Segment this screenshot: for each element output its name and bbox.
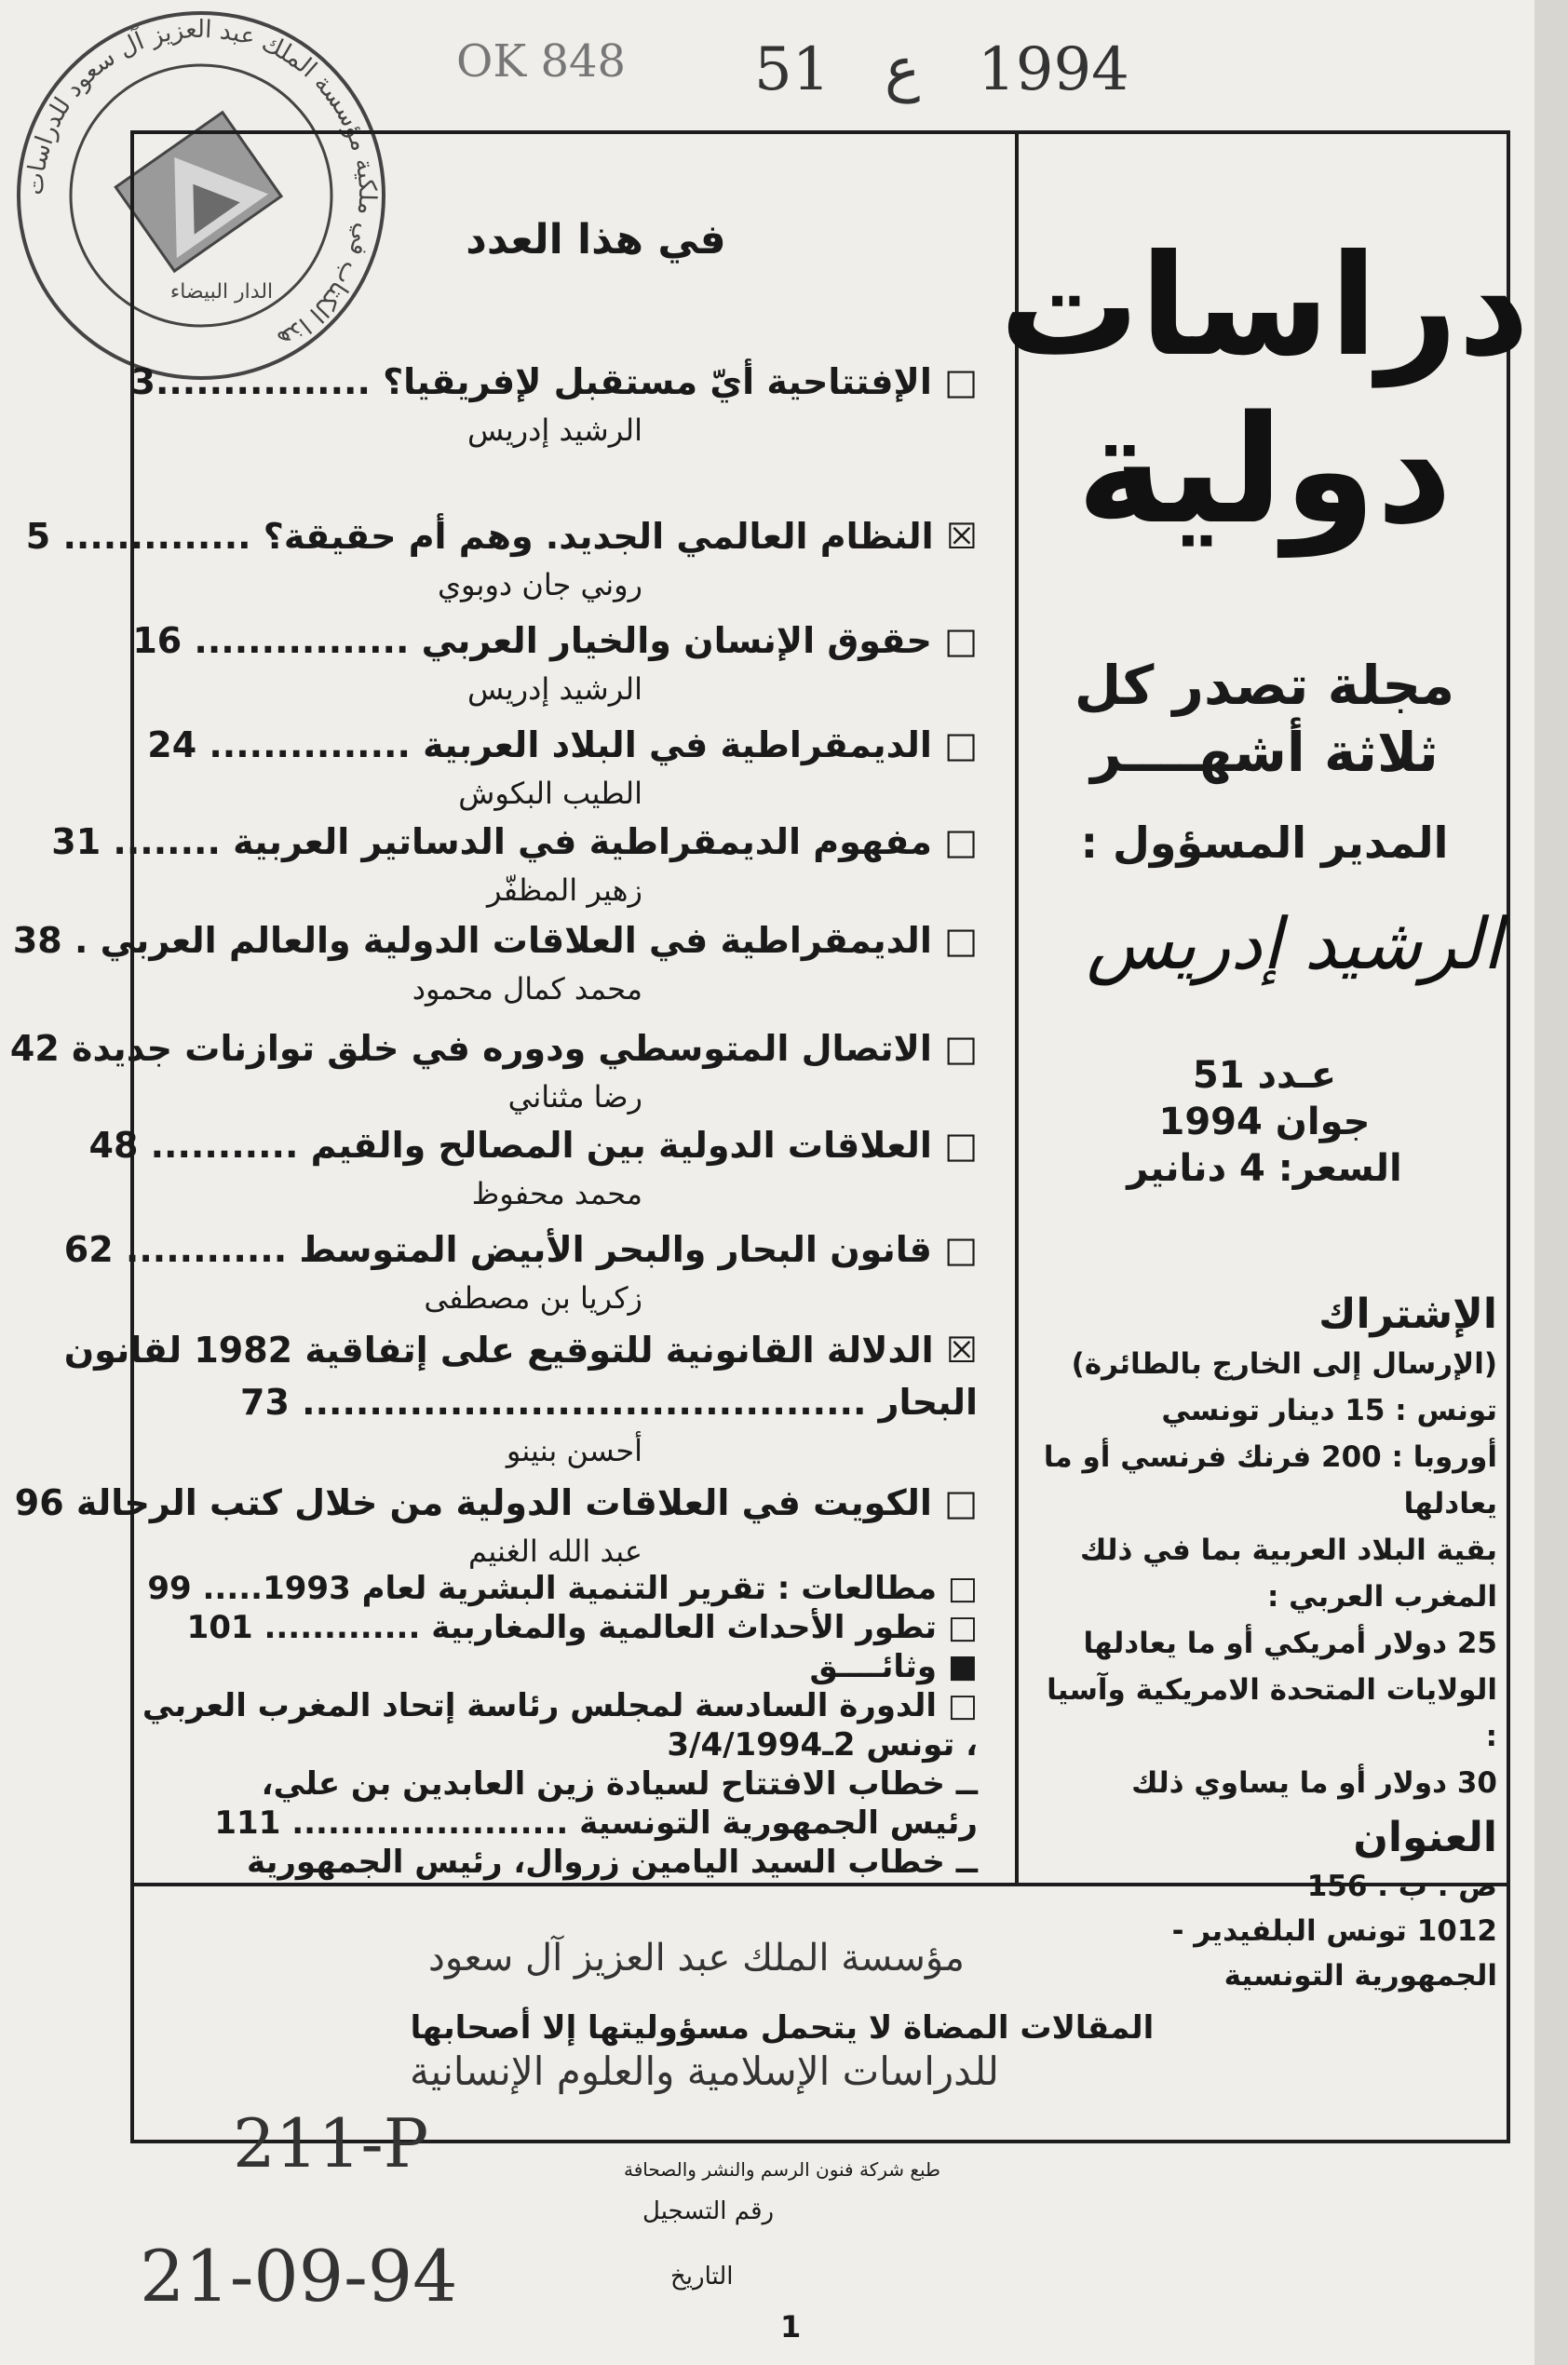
toc-entry [132, 615, 978, 711]
director-name: الرشيد إدريس [1086, 902, 1503, 985]
toc-heading: في هذا العدد [466, 216, 726, 264]
toc-entry [147, 719, 978, 816]
disclaimer: المقالات المضاة لا يتحمل مسؤوليتها إلا أصحابها [410, 2009, 1155, 2047]
toc-line: ، تونس 2ـ3/4/1994 [667, 1726, 978, 1764]
issue-info [1032, 1052, 1497, 1192]
toc-entry-author: زكريا بن مصطفى [424, 1280, 642, 1316]
toc-entry-title: □ قانون البحار والبحر الأبيض المتوسط ............ 62 [63, 1229, 978, 1270]
toc-line: رئيس الجمهورية التونسية ....................... 111 [214, 1804, 978, 1842]
subscription-line: 25 دولار أمريكي أو ما يعادلها [1083, 1627, 1497, 1660]
logo-graphic [999, 196, 1530, 568]
toc-entry-title: ☒ الدلالة القانونية للتوقيع على إتفاقية 1982 لقانون [63, 1330, 978, 1371]
toc-entry-author: الطيب البكوش [458, 776, 642, 811]
hand-number: 51 [754, 35, 831, 104]
toc-entry-title: ☒ النظام العالمي الجديد. وهم أم حقيقة؟ .............. 5 [25, 516, 978, 557]
toc-line: □ الدورة السادسة لمجلس رئاسة إتحاد المغرب العربي [142, 1687, 978, 1724]
logo-line1: دراسات [999, 225, 1530, 387]
toc-line: ■ وثائــــق [809, 1648, 978, 1685]
issue-number: عـدد 51 [1192, 1054, 1337, 1097]
subscription-line: الولايات المتحدة الامريكية وآسيا : [1047, 1673, 1497, 1753]
subscription-details [1032, 1341, 1497, 1806]
hand-code-number: 211-P [233, 2104, 429, 2183]
logo-line2: دولية [1076, 383, 1453, 557]
toc-entry-author: الرشيد إدريس [466, 671, 642, 707]
toc-entry-author: عبد الله الغنيم [468, 1534, 642, 1569]
toc-entry-title-cont: البحار .......................................... 73 [240, 1382, 978, 1423]
toc-entry [130, 356, 978, 453]
toc-line: ــ خطاب السيد اليامين زروال، رئيس الجمهورية [246, 1844, 978, 1881]
toc-entry-title: □ الإفتتاحية أيّ مستقبل لإفريقيا؟ ................3 [130, 361, 978, 402]
address-line: الجمهورية التونسية [1223, 1959, 1497, 1993]
stamp-city: الدار البيضاء [169, 280, 274, 304]
toc-entry-title: □ الاتصال المتوسطي ودوره في خلق توازنات جديدة 42 [9, 1028, 978, 1069]
toc-entry-title: □ الديمقراطية في البلاد العربية ............... 24 [147, 724, 978, 765]
toc-entry [14, 1477, 978, 1574]
binding-edge [1534, 0, 1568, 2365]
subscription-line: تونس : 15 دينار تونسي [1161, 1394, 1497, 1427]
hand-date: 21-09-94 [140, 2235, 458, 2318]
hand-foundation: مؤسسة الملك عبد العزيز آل سعود [428, 1937, 965, 1980]
address-details [1032, 1864, 1497, 1998]
printer-credit: طبع شركة فنون الرسم والنشر والصحافة [624, 2158, 940, 2181]
toc-entry-author: روني جان دوبوي [437, 567, 642, 602]
toc-entry-author: محمد كمال محمود [412, 971, 642, 1007]
subscription-line: 30 دولار أو ما يساوي ذلك [1131, 1766, 1497, 1800]
director-label: المدير المسؤول : [1080, 818, 1449, 868]
toc-entry [12, 914, 978, 1011]
subscription-line: أوروبا : 200 فرنك فرنسي أو ما يعادلها [1043, 1440, 1497, 1520]
hand-mark: ع [885, 35, 921, 104]
toc-entry [63, 1223, 978, 1320]
toc-entry-title: □ الكويت في العلاقات الدولية من خلال كتب الرحالة 96 [14, 1482, 978, 1523]
toc-entry-author: أحسن بنينو [506, 1433, 642, 1468]
magazine-logo [999, 196, 1530, 568]
toc-line: □ مطالعات : تقرير التنمية البشرية لعام 1993..... 99 [147, 1570, 978, 1607]
issue-price: السعر: 4 دنانير [1127, 1147, 1402, 1190]
page-number: 1 [780, 2309, 802, 2345]
hand-code: OK 848 [456, 35, 627, 88]
hand-studies: للدراسات الإسلامية والعلوم الإنسانية [410, 2048, 999, 2094]
address-line: ص . ب . 156 [1306, 1870, 1497, 1903]
toc-entry-author: زهير المظفّر [486, 872, 642, 908]
address-line: 1012 تونس البلفيدير - [1171, 1914, 1497, 1948]
toc-entry [63, 1324, 978, 1473]
toc-entry [9, 1022, 978, 1119]
toc-entry [88, 1119, 978, 1216]
toc-entry-title: □ مفهوم الديمقراطية في الدساتير العربية ........ 31 [51, 821, 978, 862]
toc-entry-author: محمد محفوظ [471, 1176, 642, 1211]
subscription-title: الإشتراك [1318, 1291, 1497, 1338]
toc-entry-title: □ الديمقراطية في العلاقات الدولية والعالم العربي . 38 [12, 920, 978, 961]
registration-label: رقم التسجيل [642, 2197, 775, 2225]
toc-line: □ تطور الأحداث العالمية والمغاربية ............. 101 [186, 1609, 978, 1646]
toc-entry-author: الرشيد إدريس [466, 412, 642, 448]
hand-year: 1994 [978, 35, 1129, 104]
subscription-line: بقية البلاد العربية بما في ذلك المغرب العربي : [1079, 1534, 1497, 1614]
subscription-line: (الإرسال إلى الخارج بالطائرة) [1071, 1347, 1497, 1381]
tagline [1032, 652, 1497, 786]
column-divider [1015, 130, 1019, 1883]
tagline-line1: مجلة تصدر كل [1074, 654, 1455, 717]
stamp-ring-text: هذا الكتاب في ملكية مؤسسة الملك عبد العزيز آل سعود للدراسات [20, 15, 382, 354]
top-handwriting [456, 35, 1164, 119]
toc-entry-title: □ العلاقات الدولية بين المصالح والقيم ........... 48 [88, 1125, 978, 1166]
toc-entry-title: □ حقوق الإنسان والخيار العربي ................ 16 [132, 620, 978, 661]
tagline-line2: ثلاثة أشهــــر [1090, 721, 1439, 784]
toc-line: ــ خطاب الافتتاح لسيادة زين العابدين بن علي، [261, 1765, 978, 1803]
address-title: العنوان [1353, 1814, 1497, 1861]
signature-graphic [1086, 875, 1503, 1015]
toc-entry-author: رضا مثناني [507, 1079, 642, 1115]
toc-entry [25, 510, 978, 607]
issue-date: جوان 1994 [1158, 1101, 1371, 1143]
date-label: التاريخ [670, 2263, 734, 2291]
director-signature [1086, 875, 1503, 1015]
toc-entry [51, 816, 978, 912]
